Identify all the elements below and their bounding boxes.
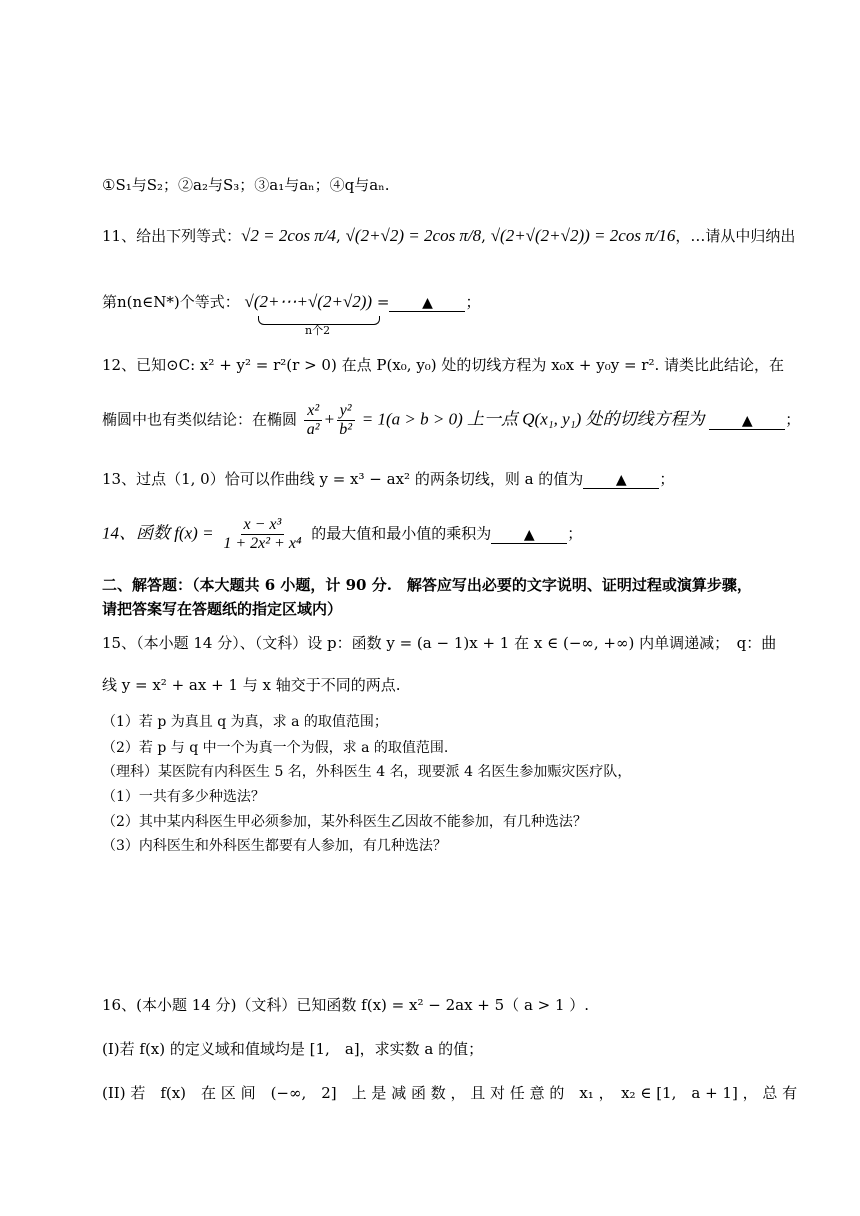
q15-like-intro [102, 764, 631, 781]
q15-sub2-text: （2）若 p 与 q 中一个为真一个为假，求 a 的取值范围. [102, 740, 449, 756]
q16-part2-text: (II) 若 f(x) 在 区 间 (−∞, 2] 上 是 减 函 数 ， 且 对 任 意 的 x₁ ， x₂ ∈ [1, a + 1] ， 总 有 [102, 1084, 798, 1102]
q12-line1 [102, 356, 784, 374]
q15-line1 [102, 634, 776, 652]
q14-answer-blank [491, 527, 567, 544]
q11-equals: = [376, 293, 390, 311]
q13-answer-blank [583, 472, 659, 489]
q15-line2 [102, 676, 401, 694]
q14-numerator: x − x³ [241, 516, 285, 535]
q12-ellipse-tail: = 1(a > b > 0) 上一点 Q(x₁, y₁) 处的切线方程为 [361, 409, 705, 429]
q15-line2-text: 线 y = x² + ax + 1 与 x 轴交于不同的两点. [102, 676, 401, 694]
ellipse-frac-y: $\frac{\text{y²}}{\text{b²}}$ [336, 402, 355, 439]
section2-line1 [102, 576, 752, 594]
q11-under-brace-label [305, 324, 330, 337]
q13-text: 13、过点（1, 0）恰可以作曲线 y = x³ − ax² 的两条切线，则 a 的值为 [102, 470, 584, 488]
section2-line2 [102, 600, 342, 618]
q14-end: ； [567, 524, 583, 543]
q15-like1-text: （1）一共有多少种选法？ [102, 789, 265, 805]
q15-line1-text: 15、（本小题 14 分）、（文科）设 p：函数 y = (a − 1)x + 1 在 x ∈ (−∞, +∞) 内单调递减； q：曲 [102, 634, 777, 652]
q14-denominator: 1 + 2x² + x⁴ [223, 535, 302, 552]
q11-line1: 11、给出下列等式：√2 = 2cos π/4, √(2+√2) = 2cos π/8, √(2+√(2+√2)) = 2cos π/16，…请从中归纳出 [102, 226, 796, 245]
q14-fraction [220, 516, 304, 553]
q10-options-text: ①S₁与S₂；②a₂与S₃；③a₁与aₙ；④q与aₙ. [102, 176, 390, 194]
q10-options [102, 176, 389, 194]
q16-line1 [102, 996, 589, 1014]
q14-suffix: 的最大值和最小值的乘积为 [311, 524, 492, 543]
q14-prefix: 14、函数 f(x) = [102, 523, 214, 543]
triangle-icon: ▲ [741, 412, 753, 429]
q16-part1 [102, 1040, 483, 1058]
q15-like1 [102, 789, 265, 806]
q16-part2 [102, 1084, 797, 1102]
q11-end: ； [465, 293, 481, 311]
q12-answer-blank [709, 413, 785, 430]
q11-eq1: √2 = 2cos π/4 [241, 226, 337, 245]
section2-line2-text: 请把答案写在答题纸的指定区域内） [102, 600, 343, 618]
q11-line2 [102, 292, 480, 312]
q15-like3 [102, 838, 447, 855]
triangle-icon: ▲ [422, 295, 433, 311]
q12-line2: 椭圆中也有类似结论：在椭圆 $\frac{\text{x²}}{\text{a²}}$ + $\frac{\text{y²}}{\text{b²}}$ = 1(a > b > 0) 上一点 Q(x₁, y₁) 处的切线方程为 ▲ ； [102, 402, 801, 438]
section2-line1-text: 二、解答题：（本大题共 6 小题，计 90 分. 解答应写出必要的文字说明、证明过程或演算步骤， [102, 576, 752, 594]
q11-suffix: ，…请从中归纳出 [675, 227, 796, 245]
q16-part1-text: (I)若 f(x) 的定义域和值域均是 [1, a]，求实数 a 的值； [102, 1040, 484, 1058]
q12-end: ； [785, 410, 801, 429]
q15-sub1-text: （1）若 p 为真且 q 为真，求 a 的取值范围； [102, 714, 388, 730]
q11-eq2: √(2+√2) = 2cos π/8 [345, 226, 482, 245]
q13-end: ； [659, 470, 675, 488]
q14-line [102, 516, 582, 553]
q15-like3-text: （3）内科医生和外科医生都要有人参加，有几种选法？ [102, 838, 447, 854]
q16-line1-text: 16、(本小题 14 分)（文科）已知函数 f(x) = x² − 2ax + 5（ a > 1 ）. [102, 996, 590, 1014]
q11-eq3: √(2+√(2+√2)) = 2cos π/16 [490, 226, 676, 245]
q15-sub1 [102, 714, 388, 731]
ellipse-frac-x: $\frac{\text{x²}}{\text{a²}}$ [304, 402, 323, 439]
q13-line [102, 470, 674, 489]
q15-like-intro-text: （理科）某医院有内科医生 5 名，外科医生 4 名，现要派 4 名医生参加赈灾医疗队， [102, 764, 632, 780]
q11-under-brace-text: n个2 [305, 324, 331, 337]
triangle-icon: ▲ [615, 472, 627, 488]
q12-line1-text: 12、已知⊙C: x² + y² = r²(r > 0) 在点 P(x₀, y₀) 处的切线方程为 x₀x + y₀y = r². 请类比此结论，在 [102, 356, 785, 374]
q15-like2 [102, 814, 587, 831]
q11-line2-prefix: 第n(n∈N*)个等式： [102, 293, 240, 311]
q12-line2-prefix: 椭圆中也有类似结论：在椭圆 [102, 410, 298, 429]
q11-nested-expr: √(2+⋯+√(2+√2)) [244, 292, 373, 311]
q11-answer-blank [389, 295, 465, 312]
q15-like2-text: （2）其中某内科医生甲必须参加，某外科医生乙因故不能参加，有几种选法？ [102, 814, 587, 830]
triangle-icon: ▲ [523, 526, 535, 543]
q15-sub2 [102, 740, 448, 757]
q11-prefix: 11、给出下列等式： [102, 227, 242, 245]
